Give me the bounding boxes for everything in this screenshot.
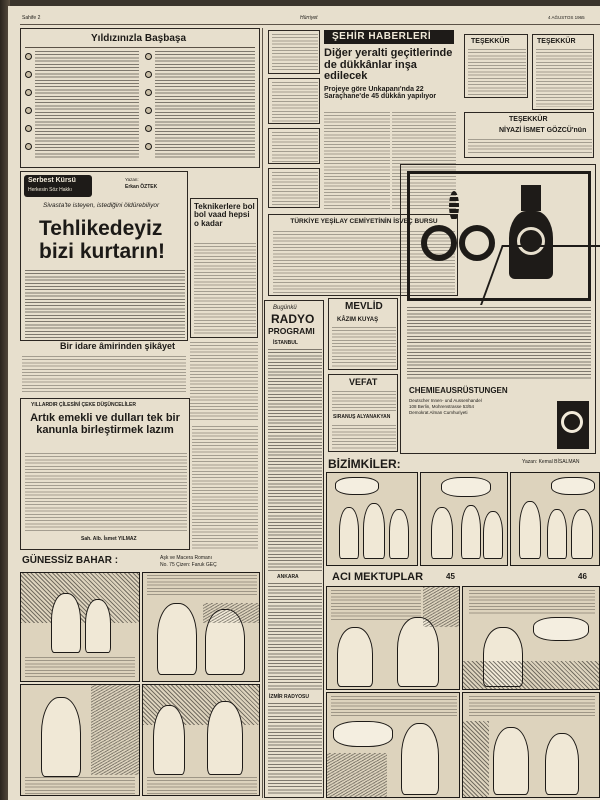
misc-column-text: [192, 426, 258, 550]
promises-article: [190, 198, 258, 338]
mevlid-notice: [328, 298, 398, 370]
city-news-body-1: [324, 112, 390, 210]
aci-panel-4: [462, 692, 600, 798]
aci-issue-right: 46: [578, 572, 587, 581]
vefat-notice: [328, 374, 398, 452]
thanks-ad-3: [464, 112, 594, 158]
radio-izmir-list: [268, 703, 322, 795]
caption-text: [469, 590, 595, 614]
column-body: [25, 270, 185, 338]
city-news-subhead: Projeye göre Unkapanı'nda 22 Saraçhane'de 45 dükkân yapılıyor: [324, 86, 437, 101]
speech-bubble: [551, 477, 595, 495]
radio-title-2: PROGRAMI: [268, 326, 315, 336]
small-ad-1: [268, 30, 320, 74]
bottle-neck-icon: [521, 185, 541, 211]
zodiac-aries-icon: [25, 53, 32, 60]
thanks-ad-1: [464, 34, 528, 98]
thanks-3-title: TEŞEKKÜR: [509, 116, 548, 123]
ad-sub2: 108 Berlin, Mohrenstrasse 53/54: [409, 404, 475, 409]
thanks-3-name: NİYAZİ İSMET GÖZCÜ'nün: [499, 127, 587, 134]
column-headline: Tehlikedeyiz bizi kurtarın!: [39, 217, 166, 264]
city-news-title: ŞEHİR HABERLERİ: [332, 31, 432, 42]
child-figure: [389, 509, 409, 559]
zodiac-libra-icon: [145, 53, 152, 60]
man-figure: [41, 697, 81, 777]
column-kicker-sub: Herkesin Söz Hakkı: [28, 187, 72, 193]
zodiac-taurus-icon: [25, 71, 32, 78]
child-figure: [483, 511, 503, 559]
column-article: [20, 171, 188, 341]
vefat-body-2: [332, 425, 396, 449]
panel-shading: [91, 685, 140, 775]
aci-issue-left: 45: [446, 572, 455, 581]
radio-title: RADYO: [271, 312, 315, 326]
ad-logo-icon: [561, 411, 583, 433]
gunessiz-number: No. 75 Çizen: Faruk GEÇ: [160, 562, 217, 568]
zodiac-virgo-icon: [25, 143, 32, 150]
retirees-kicker: YILLARDIR ÇİLESİNİ ÇEKE DÜŞÜNCELİLER: [31, 402, 137, 408]
retirees-headline: Artık emekli ve dulları tek bir kanunla birleştirmek lazım: [30, 412, 180, 436]
comic-bizimkiler: [326, 458, 600, 568]
city-news-banner: [324, 30, 454, 44]
horoscope-text-left: [35, 51, 139, 159]
thanks-2-body: [536, 49, 592, 107]
page-label: Sahife 2: [22, 15, 41, 21]
thanks-ad-2: [532, 34, 594, 110]
complaint-article: [20, 342, 188, 394]
thanks-1-body: [468, 49, 526, 95]
complaint-headline: Bir idare âmirinden şikâyet: [60, 342, 176, 351]
header-rule: [20, 24, 600, 25]
caption-text: [25, 657, 135, 679]
mevlid-name: KÂZIM KUYAŞ: [337, 317, 379, 323]
ad-sub1: Deutscher Innen- und Aussenhandel: [409, 398, 482, 403]
man-figure: [397, 617, 439, 687]
speech-bubble: [441, 477, 491, 497]
panel-shading: [423, 587, 460, 627]
ad-text: [272, 34, 318, 72]
zodiac-capricorn-icon: [145, 107, 152, 114]
promises-continued: [190, 342, 258, 422]
man-figure: [85, 599, 111, 653]
thanks-2-title: TEŞEKKÜR: [537, 38, 576, 45]
gunessiz-subtitle: Aşk ve Macera Romanı: [160, 555, 212, 561]
promises-body: [194, 243, 256, 335]
woman-figure: [401, 723, 439, 795]
promises-headline: Teknikerlere bol bol vaad hepsi o kadar: [194, 202, 255, 228]
small-ad-4: [268, 168, 320, 208]
radio-kicker: Bugünkü: [273, 305, 297, 311]
horoscope-text-right: [155, 51, 255, 159]
ad-text: [272, 132, 318, 162]
panel-shading: [463, 661, 600, 690]
ad-circle-left-icon: [421, 225, 457, 261]
woman-figure: [545, 733, 579, 795]
man-portrait: [157, 603, 197, 675]
child-figure: [547, 509, 567, 559]
hair-shading: [203, 603, 259, 623]
caption-text: [25, 777, 135, 795]
radio-ankara: ANKARA: [277, 574, 299, 580]
woman-figure: [337, 627, 373, 687]
ad-logo-block: [557, 401, 589, 449]
comic-gunessiz-bahar: [20, 554, 260, 798]
yesilay-headline: TÜRKİYE YEŞİLAY CEMİYETİNİN İSVEÇ BURSU: [290, 218, 438, 225]
zodiac-aquarius-icon: [145, 125, 152, 132]
thanks-1-title: TEŞEKKÜR: [471, 38, 510, 45]
child-figure: [571, 509, 593, 559]
radio-istanbul-list: [268, 349, 322, 571]
radio-izmir: İZMİR RADYOSU: [269, 694, 309, 700]
chemie-ad: [400, 164, 596, 454]
bizimkiler-title: BİZİMKİLER:: [328, 458, 401, 471]
radio-program: [264, 300, 324, 798]
aci-panel-2: [462, 586, 600, 690]
caption-text: [147, 575, 257, 595]
speech-bubble: [533, 617, 589, 641]
small-ad-2: [268, 78, 320, 124]
ad-body-text: [407, 307, 591, 379]
thanks-3-body: [468, 139, 592, 155]
retirees-article: [20, 398, 190, 550]
retirees-signature: Sah. Alb. İsmet YILMAZ: [81, 536, 137, 542]
gunessiz-panel-2: [142, 572, 260, 682]
vefat-title: VEFAT: [349, 377, 378, 387]
bizimkiler-credit: Yazan: Kemal BİSALMAN: [522, 459, 580, 465]
bizimkiler-panel-2: [420, 472, 508, 566]
caption-text: [331, 590, 421, 622]
vefat-name: SIRANUŞ ALYANAKYAN: [333, 414, 391, 420]
horoscope-rule: [25, 47, 255, 48]
ad-text: [272, 172, 318, 206]
aci-title: ACI MEKTUPLAR: [332, 572, 424, 583]
city-news-headline: Diğer yeralti geçitlerinde de dükkânlar inşa edilecek: [324, 47, 453, 83]
column-dek: Sivasta'te isteyen, istediğini öldürebiliyor: [43, 202, 160, 209]
gunessiz-panel-1: [20, 572, 140, 682]
horoscope-section: [20, 28, 260, 168]
mevlid-title: MEVLİD: [345, 301, 383, 312]
child-figure: [363, 503, 385, 559]
figure-left: [153, 705, 185, 775]
newspaper-page: [8, 6, 600, 800]
radio-ankara-list: [268, 583, 322, 691]
zodiac-pisces-icon: [145, 143, 152, 150]
panel-shading: [327, 753, 387, 798]
page-date: 4 AĞUSTOS 1965: [548, 15, 585, 20]
column-kicker-box: [24, 175, 92, 197]
ad-text: [272, 82, 318, 122]
zodiac-gemini-icon: [25, 89, 32, 96]
bizimkiler-panel-1: [326, 472, 418, 566]
radio-istanbul: İSTANBUL: [273, 340, 298, 346]
panel-shading: [463, 721, 489, 798]
speech-bubble: [335, 477, 379, 495]
gunessiz-panel-4: [142, 684, 260, 796]
adult-figure: [519, 501, 541, 559]
zodiac-scorpio-icon: [145, 71, 152, 78]
complaint-body: [22, 356, 186, 392]
comic-aci-mektuplar: [326, 572, 600, 800]
ad-circle-right-icon: [459, 225, 495, 261]
child-figure: [431, 507, 453, 559]
horoscope-title: Yıldızınızla Başbaşa: [91, 33, 187, 44]
child-figure: [339, 507, 359, 559]
woman-figure: [51, 593, 81, 653]
wheat-icon: [449, 191, 459, 221]
aci-panel-3: [326, 692, 460, 798]
figure-right: [207, 701, 243, 775]
caption-text: [331, 696, 457, 716]
column-kicker: Serbest Kürsü: [28, 177, 76, 184]
column-byline-label: Yazan:: [125, 177, 139, 182]
ad-sub3: Demokrat Alman Cumhuriyeti: [409, 410, 468, 415]
mevlid-body: [332, 327, 396, 367]
retirees-body: [25, 453, 187, 533]
vefat-body-1: [332, 391, 396, 411]
man-figure: [493, 727, 529, 795]
aci-panel-1: [326, 586, 460, 690]
zodiac-leo-icon: [25, 125, 32, 132]
masthead: Hürriyet: [300, 15, 318, 21]
zodiac-cancer-icon: [25, 107, 32, 114]
child-figure: [461, 505, 481, 559]
column-rule: [262, 28, 263, 798]
gunessiz-title: GÜNESSİZ BAHAR :: [22, 555, 119, 566]
caption-text: [469, 696, 595, 718]
zodiac-sagittarius-icon: [145, 89, 152, 96]
ad-company: CHEMIEAUSRÜSTUNGEN: [409, 386, 508, 395]
column-byline: Erkan ÖZTEK: [125, 184, 158, 190]
gunessiz-panel-3: [20, 684, 140, 796]
ad-stand-lines: [480, 245, 600, 305]
bizimkiler-panel-3: [510, 472, 600, 566]
small-ad-3: [268, 128, 320, 164]
caption-text: [147, 777, 257, 795]
speech-bubble: [333, 721, 393, 747]
